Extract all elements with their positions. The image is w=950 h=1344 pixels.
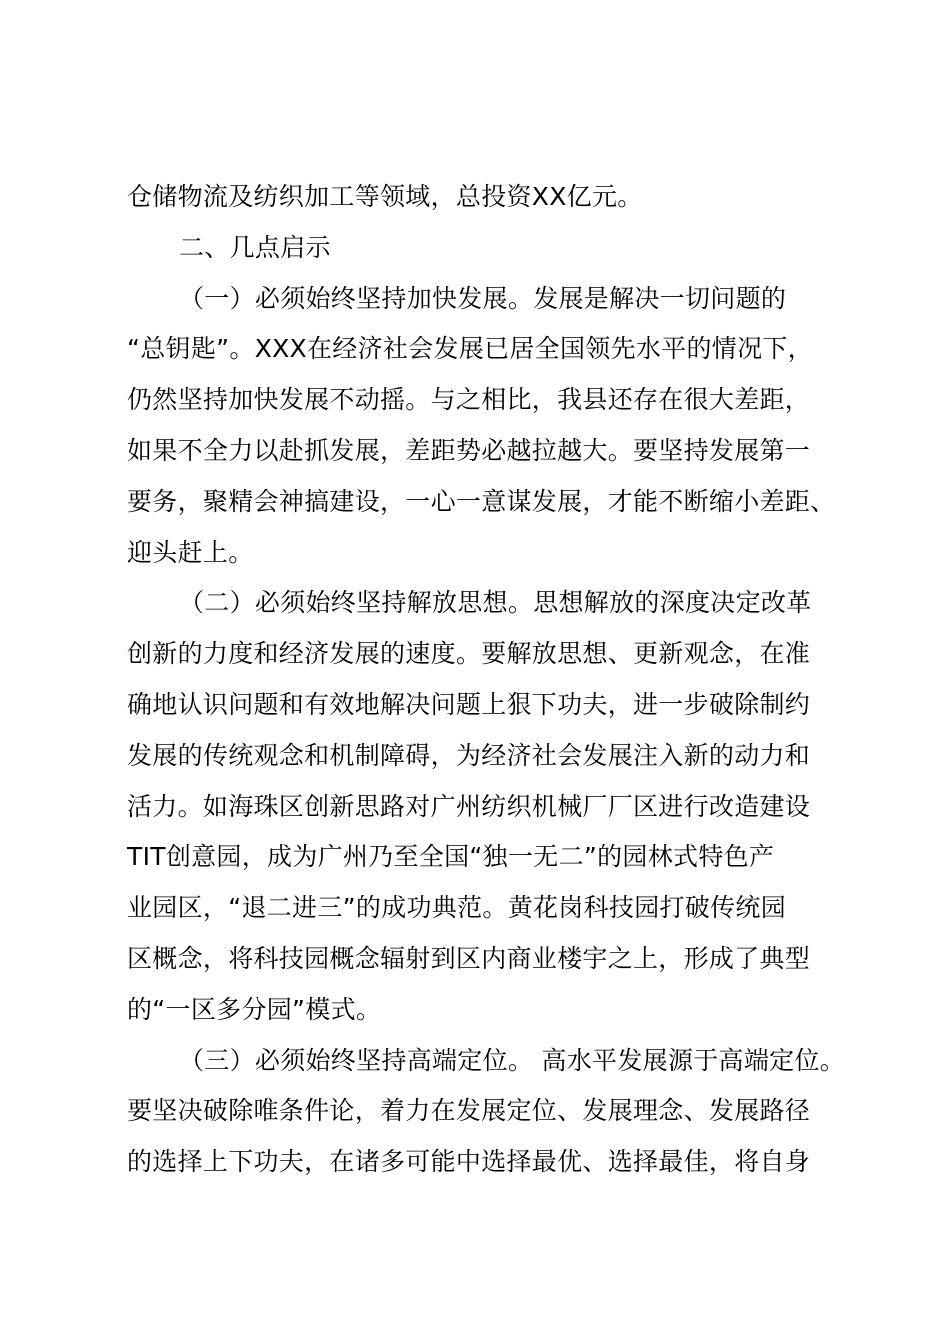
text-line-11: 确地认识问题和有效地解决问题上狠下功夫，进一步破除制约 [127,689,811,719]
text-line-18: （三）必须始终坚持高端定位。 高水平发展源于高端定位。 [179,1045,846,1075]
text-line-15: 业园区，“退二进三”的成功典范。黄花岗科技园打破传统园 [127,893,787,923]
text-line-6: 如果不全力以赴抓发展，差距势必越拉越大。要坚持发展第一 [127,435,811,465]
text-line-8: 迎头赶上。 [127,537,254,567]
text-line-1: 仓储物流及纺织加工等领域，总投资XX亿元。 [127,182,643,211]
text-line-19: 要坚决破除唯条件论，着力在发展定位、发展理念、发展路径 [127,1096,811,1126]
text-line-12: 发展的传统观念和机制障碍，为经济社会发展注入新的动力和 [127,740,811,770]
text-line-10: 创新的力度和经济发展的速度。要解放思想、更新观念，在准 [127,639,811,669]
text-line-7: 要务，聚精会神搞建设，一心一意谋发展，才能不断缩小差距、 [127,486,836,516]
text-line-3: （一）必须始终坚持加快发展。发展是解决一切问题的 [179,283,787,313]
text-line-13: 活力。如海珠区创新思路对广州纺织机械厂厂区进行改造建设 [127,791,811,821]
text-line-20: 的选择上下功夫，在诸多可能中选择最优、选择最佳，将自身 [127,1147,811,1177]
text-line-17: 的“一区多分园”模式。 [127,994,382,1024]
section-heading: 二、几点启示 [179,232,331,262]
text-line-5: 仍然坚持加快发展不动摇。与之相比，我县还存在很大差距， [127,385,811,415]
document-body [127,172,857,1188]
text-line-9: （二）必须始终坚持解放思想。思想解放的深度决定改革 [179,588,812,618]
text-line-16: 区概念，将科技园概念辐射到区内商业楼宇之上，形成了典型 [127,943,811,973]
text-line-4: “总钥匙”。XXX在经济社会发展已居全国领先水平的情况下， [127,334,813,364]
text-line-14: TIT创意园，成为广州乃至全国“独一无二”的园林式特色产 [127,842,775,872]
